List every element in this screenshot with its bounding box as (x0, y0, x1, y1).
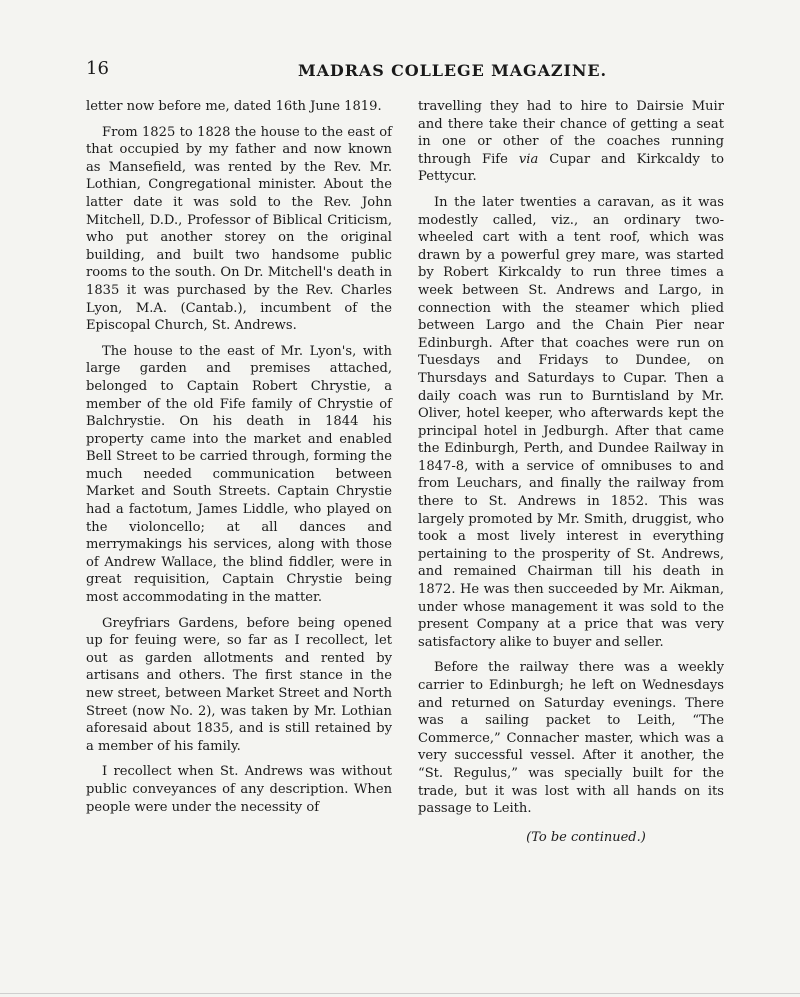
paragraph-conveyances: I recollect when St. Andrews was without public conveyances of any description. When people were under the necessity of (86, 764, 392, 815)
paragraph-travelling-part1: travelling they had to hire to Dairsie Muir and there take their chance of getting a seat in one or other of the coaches running through Fife (418, 99, 724, 167)
magazine-title: MADRAS COLLEGE MAGAZINE. (298, 61, 607, 80)
page-header (86, 58, 726, 84)
paragraph-travelling-part2: Cupar and Kirkcaldy to Pettycur. (418, 151, 724, 185)
paragraph-mansefield: From 1825 to 1828 the house to the east of that occupied by my father and now known as Mansefield, was rented by the Rev. Mr. Lothian, Congregational minister. About the latter date it was sold to the Rev. John Mitchell, D.D., Professor of Biblical Criticism, who put another storey on the original building, and built two handsome public rooms to the south. On Dr. Mitchell's death in 1835 it was purchased by the Rev. Charles Lyon, M.A. (Cantab.), incumbent of the Episcopal Church, St. Andrews. (86, 124, 392, 334)
paragraph-caravan: In the later twenties a caravan, as it was modestly called, viz., an ordinary two-wheeled cart with a tent roof, which was drawn by a powerful grey mare, was started by Robert Kirkcaldy to run three times a week between St. Andrews and Largo, in connection with the steamer which plied between Largo and the Chain Pier near Edinburgh. After that coaches were run on Tuesdays and Fridays to Dundee, on Thursdays and Saturdays to Cupar. Then a daily coach was run to Burntisland by Mr. Oliver, hotel keeper, who afterwards kept the principal hotel in Jedburgh. After that came the Edinburgh, Perth, and Dundee Railway in 1847-8, with a service of omnibuses to and from Leuchars, and finally the railway from there to St. Andrews in 1852. This was largely promoted by Mr. Smith, druggist, who took a most lively interest in everything pertaining to the prosperity of St. Andrews, and remained Chairman till his death in 1872. He was then succeeded by Mr. Aikman, under whose management it was sold to the present Company at a price that was very satisfactory alike to buyer and seller. (418, 194, 724, 650)
to-be-continued: (To be continued.) (526, 829, 646, 845)
left-column (86, 98, 392, 816)
via-italic: via (518, 151, 539, 167)
paragraph-continuation: letter now before me, dated 16th June 1819. (86, 99, 382, 114)
paragraph-travelling (418, 98, 724, 186)
paragraph-greyfriars: Greyfriars Gardens, before being opened up for feuing were, so far as I recollect, let out as garden allotments and rented by artisans and others. The first stance in the new street, between Market Street and North Street (now No. 2), was taken by Mr. Lothian aforesaid about 1835, and is still retained by a member of his family. (86, 615, 392, 754)
bottom-edge-line (0, 993, 800, 994)
paragraph-railway: Before the railway there was a weekly carrier to Edinburgh; he left on Wednesdays and returned on Saturday evenings. There was a sailing packet to Leith, “The Commerce,” Connacher master, which was a very successful vessel. After it another, the “St. Regulus,” was specially built for the trade, but it was lost with all hands on its passage to Leith. (418, 660, 724, 817)
page-number: 16 (86, 58, 109, 79)
paragraph-chrystie: The house to the east of Mr. Lyon's, with large garden and premises attached, belonged to Captain Robert Chrystie, a member of the old Fife family of Chrystie of Balchrystie. On his death in 1844 his property came into the market and enabled Bell Street to be carried through, forming the much needed communication between Market and South Streets. Captain Chrystie had a factotum, James Liddle, who played on the violoncello; at all dances and merrymakings his services, along with those of Andrew Wallace, the blind fiddler, were in great requisition, Captain Chrystie being most accommodating in the matter. (86, 343, 392, 606)
right-column (418, 98, 724, 858)
